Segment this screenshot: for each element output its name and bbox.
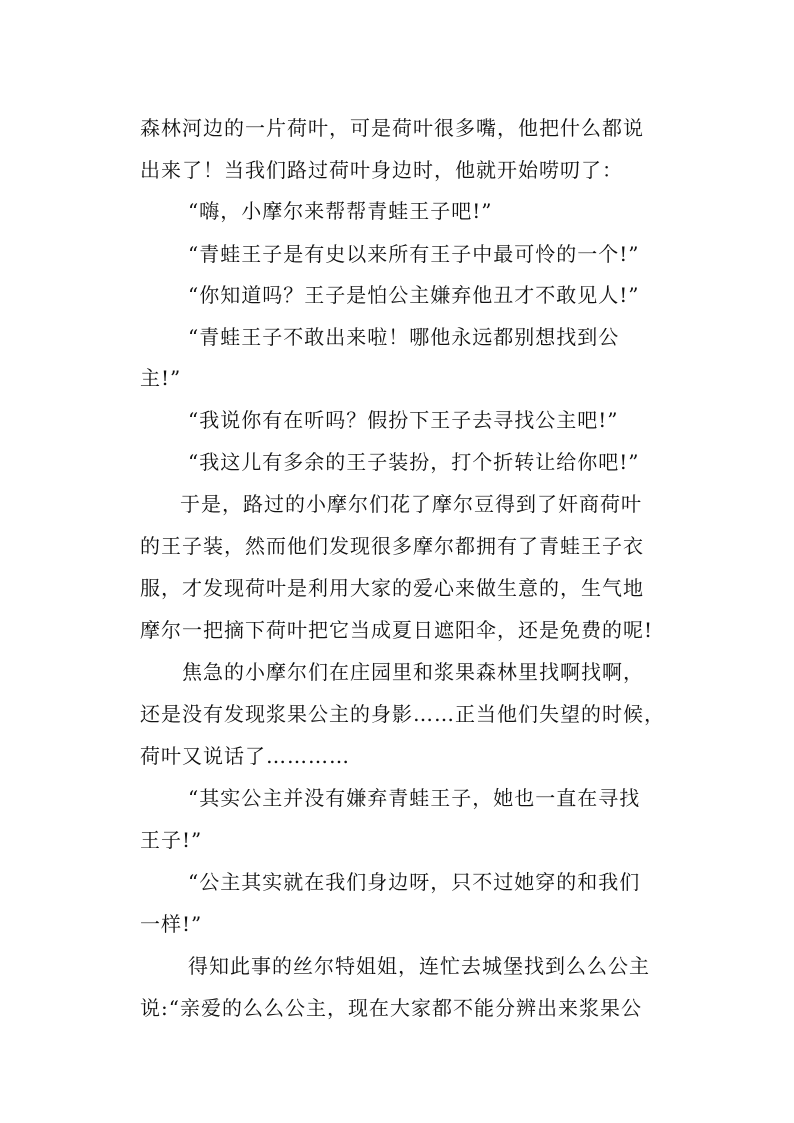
text-line: 森林河边的一片荷叶，可是荷叶很多嘴，他把什么都说 <box>140 116 644 140</box>
text-line: 一样!” <box>140 912 203 936</box>
text-line: 摩尔一把摘下荷叶把它当成夏日遮阳伞，还是免费的呢! <box>140 618 654 642</box>
text-line: “我这儿有多余的王子装扮，打个折转让给你吧!” <box>188 450 640 474</box>
text-line: “嗨，小摩尔来帮帮青蛙王子吧!” <box>188 199 493 223</box>
text-line: 出来了！当我们路过荷叶身边时，他就开始唠叨了： <box>140 158 623 182</box>
text-line: 的王子装，然而他们发现很多摩尔都拥有了青蛙王子衣 <box>140 534 644 558</box>
text-line: 王子!” <box>140 828 203 852</box>
text-line: “其实公主并没有嫌弃青蛙王子，她也一直在寻找 <box>188 786 641 810</box>
text-line: 荷叶又说话了………… <box>140 744 350 768</box>
text-line: “青蛙王子是有史以来所有王子中最可怜的一个!” <box>188 242 640 266</box>
text-line: “我说你有在听吗？假扮下王子去寻找公主吧!” <box>188 408 619 432</box>
text-line: 说:“亲爱的么么公主，现在大家都不能分辨出来浆果公 <box>140 996 642 1020</box>
text-line: 得知此事的丝尔特姐姐，连忙去城堡找到么么公主 <box>188 954 650 978</box>
text-line: 于是，路过的小摩尔们花了摩尔豆得到了奸商荷叶 <box>180 492 642 516</box>
text-line: 服，才发现荷叶是利用大家的爱心来做生意的，生气地 <box>140 576 644 600</box>
text-line: “你知道吗？王子是怕公主嫌弃他丑才不敢见人!” <box>188 283 640 307</box>
text-line: “青蛙王子不敢出来啦！哪他永远都别想找到公 <box>188 325 620 349</box>
text-line: 主!” <box>140 366 182 390</box>
text-line: “公主其实就在我们身边呀，只不过她穿的和我们 <box>188 870 641 894</box>
text-line: 焦急的小摩尔们在庄园里和浆果森林里找啊找啊， <box>182 660 644 684</box>
text-line: 还是没有发现浆果公主的身影……正当他们失望的时候， <box>140 702 665 726</box>
